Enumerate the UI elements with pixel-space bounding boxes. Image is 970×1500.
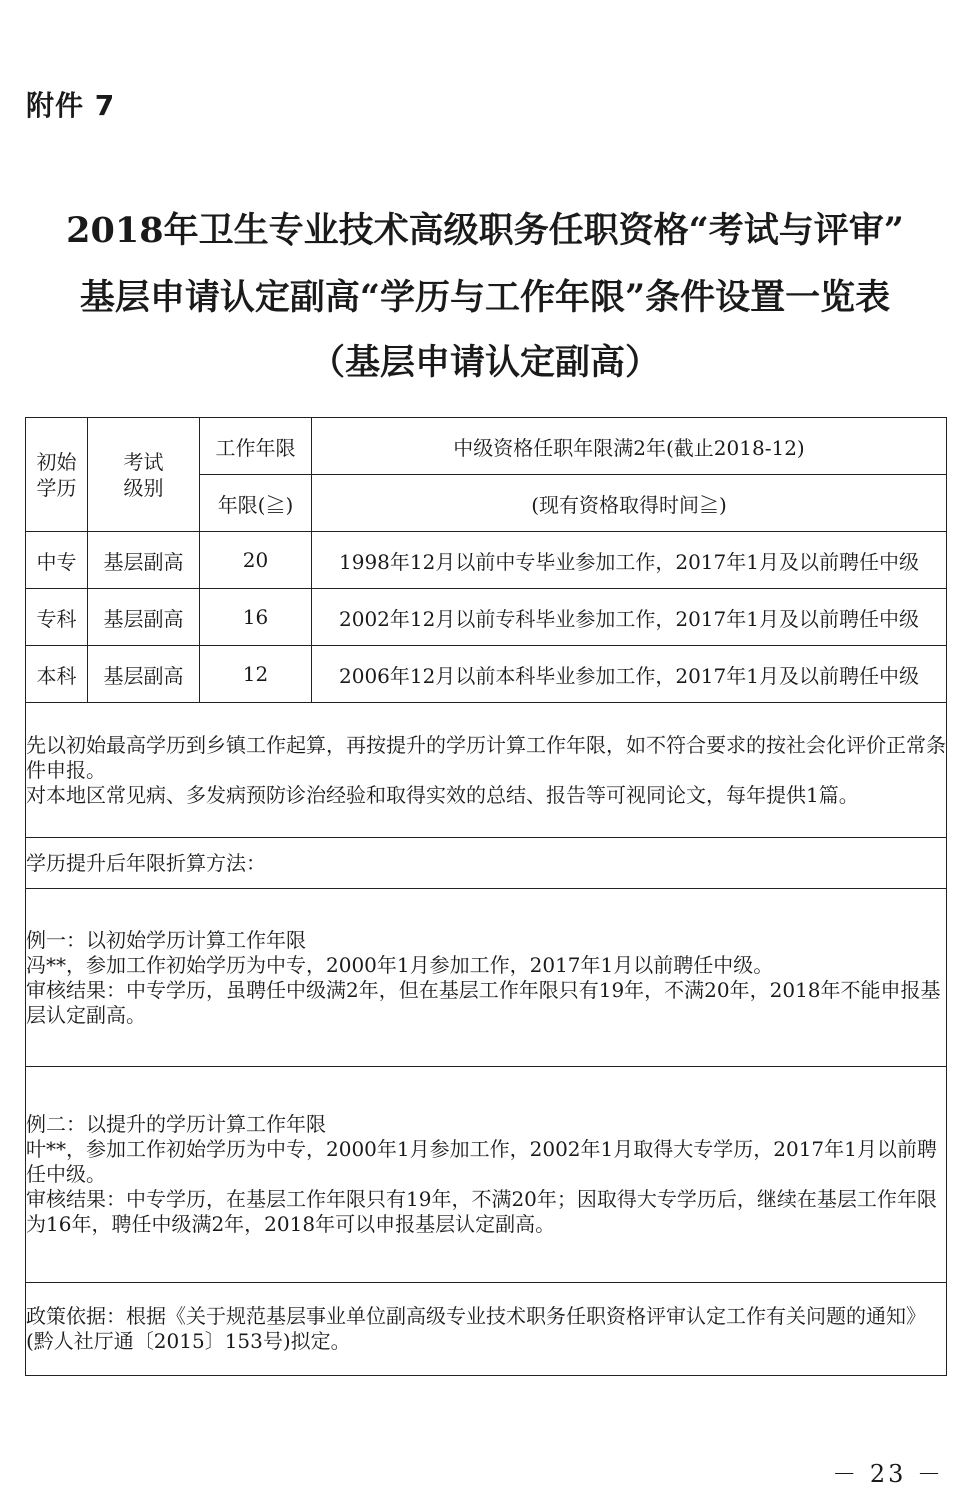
header-education: 初始 学历 [26, 418, 88, 532]
cell-education: 本科 [26, 646, 88, 703]
note-row-general [26, 703, 947, 838]
conditions-table [25, 417, 947, 1376]
title-line-3: （基层申请认定副高） [309, 342, 660, 383]
method-heading: 学历提升后年限折算方法： [26, 850, 266, 875]
cell-level: 基层副高 [88, 532, 200, 589]
title-line-1: 2018年卫生专业技术高级职务任职资格“考试与评审” [66, 210, 904, 251]
header-mid-title: 中级资格任职年限满2年(截止2018-12) [312, 418, 947, 475]
note-row-example-1 [26, 889, 947, 1067]
header-years-ge: 年限(≧) [200, 475, 312, 532]
example-1-title: 例一：以初始学历计算工作年限 [26, 927, 306, 952]
note-general-text: 先以初始最高学历到乡镇工作起算，再按提升的学历计算工作年限，如不符合要求的按社会化评价正常条件申报。 [26, 732, 946, 782]
header-row-1 [26, 418, 947, 475]
note-row-example-2 [26, 1067, 947, 1283]
cell-years: 12 [200, 646, 312, 703]
note-row-method [26, 838, 947, 889]
header-level: 考试 级别 [88, 418, 200, 532]
cell-education: 专科 [26, 589, 88, 646]
page-number: － 23 － [832, 1460, 944, 1488]
title-line-2: 基层申请认定副高“学历与工作年限”条件设置一览表 [79, 277, 891, 318]
table-row [26, 532, 947, 589]
example-2-case: 叶**，参加工作初始学历为中专，2000年1月参加工作，2002年1月取得大专学历，2017年1月以前聘任中级。 [26, 1137, 937, 1186]
cell-level: 基层副高 [88, 646, 200, 703]
header-mid-sub: (现有资格取得时间≧) [312, 475, 947, 532]
attachment-label: 附件 7 [26, 89, 116, 122]
example-2-title: 例二：以提升的学历计算工作年限 [26, 1112, 326, 1136]
policy-basis-text: 政策依据：根据《关于规范基层事业单位副高级专业技术职务任职资格评审认定工作有关问题的通知》(黔人社厅通〔2015〕153号)拟定。 [26, 1304, 926, 1353]
cell-education: 中专 [26, 532, 88, 589]
table-row [26, 589, 947, 646]
example-2-result: 审核结果：中专学历，在基层工作年限只有19年，不满20年；因取得大专学历后，继续在基层工作年限为16年，聘任中级满2年，2018年可以申报基层认定副高。 [26, 1187, 937, 1236]
note-paper-text: 对本地区常见病、多发病预防诊治经验和取得实效的总结、报告等可视同论文，每年提供1篇。 [26, 782, 859, 807]
table-row [26, 646, 947, 703]
cell-years: 20 [200, 532, 312, 589]
example-1-case: 冯**，参加工作初始学历为中专，2000年1月参加工作，2017年1月以前聘任中级。 [26, 952, 774, 977]
cell-years: 16 [200, 589, 312, 646]
cell-level: 基层副高 [88, 589, 200, 646]
example-1-result: 审核结果：中专学历，虽聘任中级满2年，但在基层工作年限只有19年，不满20年，2018年不能申报基层认定副高。 [26, 977, 941, 1027]
header-work-years: 工作年限 [200, 418, 312, 475]
cell-condition: 1998年12月以前中专毕业参加工作，2017年1月及以前聘任中级 [312, 532, 947, 589]
cell-condition: 2006年12月以前本科毕业参加工作，2017年1月及以前聘任中级 [312, 646, 947, 703]
cell-condition: 2002年12月以前专科毕业参加工作，2017年1月及以前聘任中级 [312, 589, 947, 646]
note-row-policy [26, 1283, 947, 1376]
